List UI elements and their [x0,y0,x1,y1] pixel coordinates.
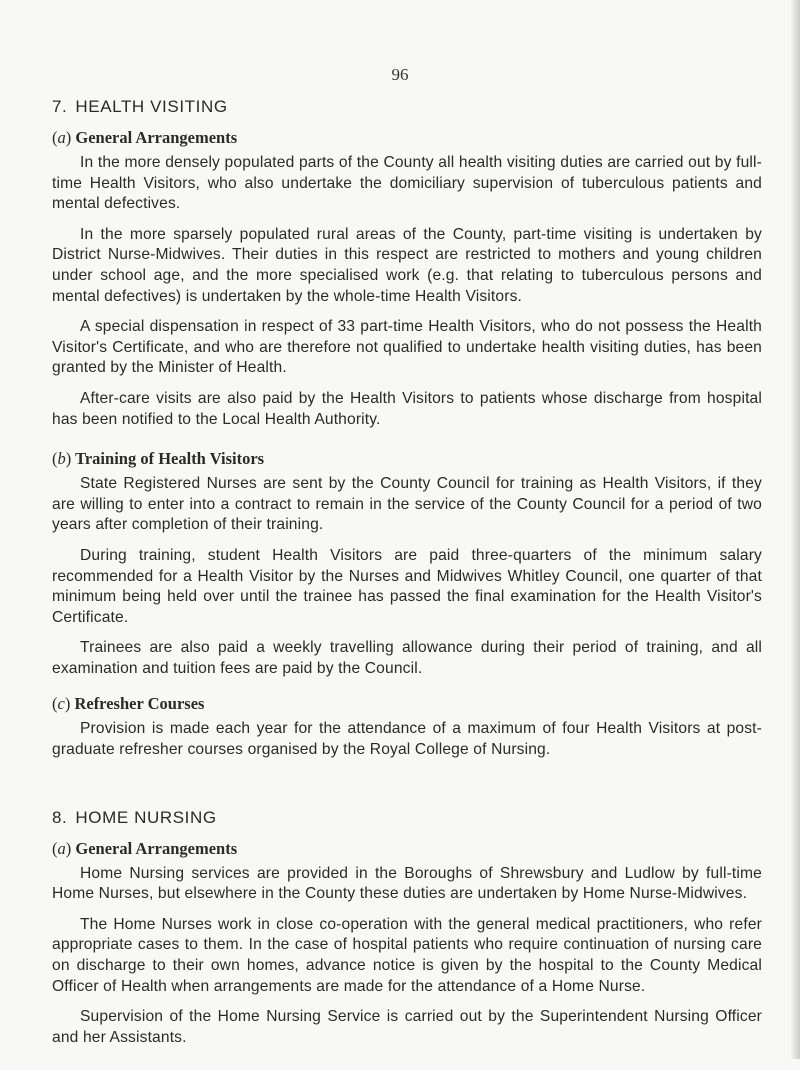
paragraph: Provision is made each year for the attendance of a maximum of four Health Visitors at post-graduate refresher courses organised by the Royal College of Nursing. [52,720,762,759]
subsection-title: General Arrangements [75,128,238,147]
section-title: HOME NURSING [75,807,217,827]
paragraph: Supervision of the Home Nursing Service is carried out by the Superintendent Nursing Officer and her Assistants. [52,1008,762,1046]
subsection-letter: a [57,838,66,858]
paragraph: In the more sparsely populated rural areas of the County, part-time visiting is undertaken by District Nurse-Midwives. Their duties in this respect are restricted to mothers and young children under school age, and the more specialised work (e.g. that relating to tuberculous persons and mental defectives) is undertaken by the whole-time Health Visitors. [52,225,762,305]
subsection-heading: (a) General Arrangements [52,128,238,147]
subsection-general-arrangements [52,127,762,430]
page-edge-shadow [790,0,800,1059]
paragraph: Trainees are also paid a weekly travelling allowance during their period of training, and all examination and tuition fees are paid by the Council. [52,639,762,677]
paragraph: The Home Nurses work in close co-operation with the general medical practitioners, who refer appropriate cases to them. In the case of hospital patients who require continuation of nursing care on discharge to their own homes, advance notice is given by the hospital to the County Medical Officer of Health when arrangements are made for the attendance of a Home Nurse. [52,915,762,995]
subsection-heading: (c) Refresher Courses [52,694,205,714]
subsection-refresher-courses [52,693,762,760]
subsection-heading: (b) Training of Health Visitors [52,449,265,469]
paragraph: A special dispensation in respect of 33 part-time Health Visitors, who do not possess the Health Visitor's Certificate, and who are therefore not qualified to undertake health visiting duties, has been granted by the Minister of Health. [52,318,762,377]
subsection-title: Refresher Courses [74,694,205,714]
section-health-visiting [52,96,762,761]
paragraph: State Registered Nurses are sent by the County Council for training as Health Visitors, if they are willing to enter into a contract to remain in the service of the County Council for a period of two years after completion of their training. [52,475,762,534]
section-heading [52,807,762,829]
subsection-general-arrangements [52,838,762,1049]
subsection-letter: a [57,128,66,147]
subsection-letter: c [57,694,65,714]
subsection-title: Training of Health Visitors [75,449,265,469]
paragraph: Home Nursing services are provided in the Boroughs of Shrewsbury and Ludlow by full-time Home Nurses, but elsewhere in the County these duties are undertaken by Home Nurse-Midwives. [52,864,762,903]
document-body [52,96,762,1070]
paragraph: In the more densely populated parts of the County all health visiting duties are carried out by full-time Health Visitors, who also undertake the domiciliary supervision of tuberculous patients and mental defectives. [52,154,762,213]
section-number: 8. [52,807,68,827]
paragraph: After-care visits are also paid by the Health Visitors to patients whose discharge from hospital has been notified to the Local Health Authority. [52,389,762,428]
subsection-letter: b [57,449,66,469]
subsection-training-of-health-visitors [52,448,762,679]
section-number: 7. [52,97,68,116]
section-title: HEALTH VISITING [75,97,228,116]
page-number: 96 [391,65,409,84]
subsection-title: General Arrangements [75,838,238,858]
section-heading [52,96,762,118]
subsection-heading: (a) General Arrangements [52,838,238,858]
paragraph: During training, student Health Visitors are paid three-quarters of the minimum salary recommended for a Health Visitor by the Nurses and Midwives Whitley Council, one quarter of that minimum being held over until the trainee has passed the final examination for the Health Visitor's Certificate. [52,546,762,626]
section-home-nursing [52,807,762,1049]
